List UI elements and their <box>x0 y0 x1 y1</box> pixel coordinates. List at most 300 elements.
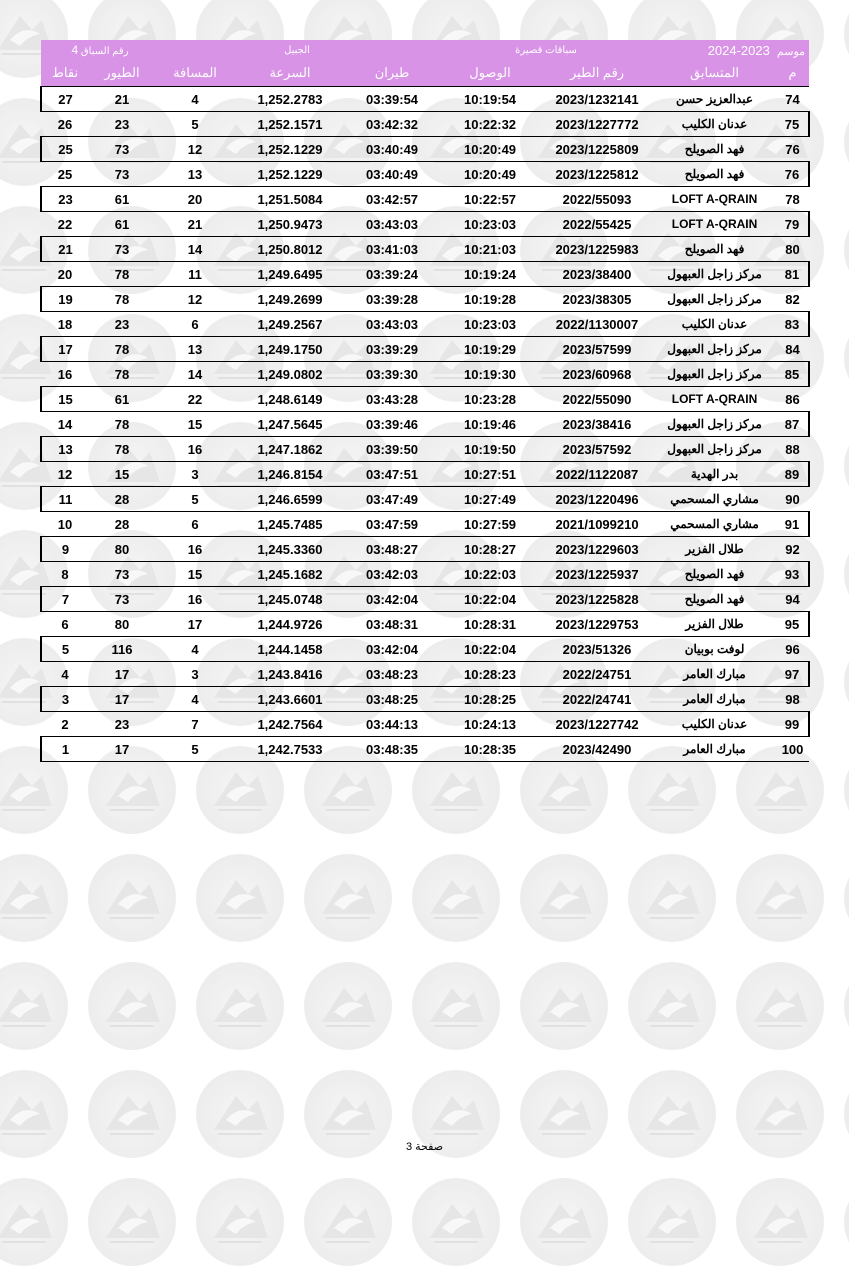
cell-arrival: 10:20:49 <box>439 162 541 187</box>
cell-flight: 03:39:30 <box>345 362 439 387</box>
cell-name: مركز زاجل العبهول <box>653 287 776 312</box>
race-location: الجبيل <box>155 40 439 60</box>
table-row <box>41 162 809 187</box>
cell-arrival: 10:19:28 <box>439 287 541 312</box>
cell-name: مركز زاجل العبهول <box>653 362 776 387</box>
cell-ring: 2023/51326 <box>541 637 653 662</box>
table-row <box>41 487 809 512</box>
cell-speed: 1,252.2783 <box>235 87 345 112</box>
cell-ring: 2023/1225937 <box>541 562 653 587</box>
cell-arrival: 10:28:27 <box>439 537 541 562</box>
cell-name: مركز زاجل العبهول <box>653 337 776 362</box>
cell-ring: 2023/1229603 <box>541 537 653 562</box>
cell-rank: 79 <box>776 212 809 237</box>
cell-birds: 17 <box>89 737 155 762</box>
cell-points: 20 <box>41 262 89 287</box>
watermark-emblem <box>0 1178 68 1266</box>
watermark-emblem <box>736 962 824 1050</box>
cell-speed: 1,243.8416 <box>235 662 345 687</box>
cell-points: 7 <box>41 587 89 612</box>
cell-flight: 03:42:04 <box>345 587 439 612</box>
watermark-emblem <box>304 962 392 1050</box>
cell-distance: 4 <box>155 637 235 662</box>
watermark-emblem <box>520 854 608 942</box>
cell-ring: 2023/38400 <box>541 262 653 287</box>
cell-distance: 16 <box>155 587 235 612</box>
cell-ring: 2023/60968 <box>541 362 653 387</box>
cell-flight: 03:43:28 <box>345 387 439 412</box>
cell-distance: 13 <box>155 162 235 187</box>
cell-name: لوفت بوبيان <box>653 637 776 662</box>
watermark-emblem <box>844 422 849 510</box>
cell-rank: 76 <box>776 162 809 187</box>
col-header-points: نقاط <box>41 60 89 87</box>
cell-points: 13 <box>41 437 89 462</box>
col-header-arrival: الوصول <box>439 60 541 87</box>
cell-birds: 73 <box>89 237 155 262</box>
watermark-emblem <box>0 962 68 1050</box>
race-number <box>41 40 155 60</box>
col-header-ring: رقم الطير <box>541 60 653 87</box>
cell-flight: 03:39:29 <box>345 337 439 362</box>
cell-birds: 61 <box>89 387 155 412</box>
cell-rank: 84 <box>776 337 809 362</box>
cell-distance: 15 <box>155 562 235 587</box>
cell-birds: 23 <box>89 112 155 137</box>
watermark-emblem <box>844 530 849 618</box>
cell-name: مبارك العامر <box>653 737 776 762</box>
cell-flight: 03:48:25 <box>345 687 439 712</box>
table-row <box>41 612 809 637</box>
table-row <box>41 387 809 412</box>
cell-birds: 78 <box>89 362 155 387</box>
cell-ring: 2023/1232141 <box>541 87 653 112</box>
cell-name: مشاري المسحمي <box>653 512 776 537</box>
cell-speed: 1,245.1682 <box>235 562 345 587</box>
watermark-emblem <box>628 1178 716 1266</box>
cell-arrival: 10:22:04 <box>439 637 541 662</box>
cell-speed: 1,251.5084 <box>235 187 345 212</box>
cell-distance: 6 <box>155 312 235 337</box>
cell-points: 15 <box>41 387 89 412</box>
cell-name: فهد الصويلح <box>653 562 776 587</box>
cell-flight: 03:40:49 <box>345 162 439 187</box>
watermark-emblem <box>844 1178 849 1266</box>
cell-birds: 78 <box>89 262 155 287</box>
cell-flight: 03:41:03 <box>345 237 439 262</box>
cell-name: عدنان الكليب <box>653 112 776 137</box>
cell-arrival: 10:27:49 <box>439 487 541 512</box>
cell-speed: 1,249.2699 <box>235 287 345 312</box>
cell-flight: 03:39:24 <box>345 262 439 287</box>
watermark-emblem <box>844 98 849 186</box>
cell-points: 16 <box>41 362 89 387</box>
cell-distance: 5 <box>155 737 235 762</box>
cell-birds: 17 <box>89 687 155 712</box>
cell-flight: 03:39:50 <box>345 437 439 462</box>
watermark-emblem <box>520 1178 608 1266</box>
table-row <box>41 187 809 212</box>
cell-flight: 03:42:04 <box>345 637 439 662</box>
cell-name: LOFT A-QRAIN <box>653 212 776 237</box>
cell-speed: 1,244.1458 <box>235 637 345 662</box>
table-row <box>41 87 809 112</box>
race-number-value: 4 <box>71 43 79 57</box>
column-header-row <box>41 60 809 87</box>
watermark-emblem <box>412 962 500 1050</box>
results-table-container <box>40 40 808 762</box>
cell-points: 22 <box>41 212 89 237</box>
table-row <box>41 462 809 487</box>
cell-name: فهد الصويلح <box>653 587 776 612</box>
cell-name: مشاري المسحمي <box>653 487 776 512</box>
cell-points: 21 <box>41 237 89 262</box>
cell-rank: 88 <box>776 437 809 462</box>
table-row <box>41 737 809 762</box>
cell-rank: 97 <box>776 662 809 687</box>
cell-speed: 1,249.2567 <box>235 312 345 337</box>
cell-ring: 2022/55425 <box>541 212 653 237</box>
cell-rank: 98 <box>776 687 809 712</box>
cell-rank: 78 <box>776 187 809 212</box>
cell-flight: 03:44:13 <box>345 712 439 737</box>
cell-speed: 1,245.7485 <box>235 512 345 537</box>
cell-distance: 15 <box>155 412 235 437</box>
results-table <box>40 40 810 762</box>
cell-flight: 03:42:32 <box>345 112 439 137</box>
cell-birds: 15 <box>89 462 155 487</box>
cell-speed: 1,252.1229 <box>235 162 345 187</box>
cell-distance: 14 <box>155 362 235 387</box>
cell-speed: 1,249.6495 <box>235 262 345 287</box>
table-row <box>41 337 809 362</box>
cell-ring: 2022/55090 <box>541 387 653 412</box>
cell-distance: 16 <box>155 437 235 462</box>
cell-distance: 3 <box>155 662 235 687</box>
cell-points: 27 <box>41 87 89 112</box>
cell-arrival: 10:19:54 <box>439 87 541 112</box>
cell-flight: 03:39:54 <box>345 87 439 112</box>
cell-arrival: 10:28:23 <box>439 662 541 687</box>
cell-arrival: 10:23:28 <box>439 387 541 412</box>
cell-flight: 03:48:27 <box>345 537 439 562</box>
cell-arrival: 10:22:03 <box>439 562 541 587</box>
cell-points: 11 <box>41 487 89 512</box>
cell-speed: 1,250.8012 <box>235 237 345 262</box>
cell-points: 5 <box>41 637 89 662</box>
watermark-emblem <box>412 854 500 942</box>
table-row <box>41 562 809 587</box>
cell-arrival: 10:24:13 <box>439 712 541 737</box>
cell-name: عدنان الكليب <box>653 712 776 737</box>
col-header-rank: م <box>776 60 809 87</box>
season-label: موسم <box>776 45 806 58</box>
cell-birds: 17 <box>89 662 155 687</box>
cell-flight: 03:48:23 <box>345 662 439 687</box>
cell-flight: 03:48:31 <box>345 612 439 637</box>
cell-distance: 21 <box>155 212 235 237</box>
cell-flight: 03:39:28 <box>345 287 439 312</box>
cell-arrival: 10:21:03 <box>439 237 541 262</box>
table-row <box>41 637 809 662</box>
cell-arrival: 10:23:03 <box>439 312 541 337</box>
cell-rank: 76 <box>776 137 809 162</box>
cell-ring: 2023/1225828 <box>541 587 653 612</box>
cell-ring: 2022/24751 <box>541 662 653 687</box>
col-header-speed: السرعة <box>235 60 345 87</box>
cell-arrival: 10:22:32 <box>439 112 541 137</box>
cell-rank: 80 <box>776 237 809 262</box>
cell-distance: 7 <box>155 712 235 737</box>
cell-birds: 78 <box>89 287 155 312</box>
cell-arrival: 10:19:50 <box>439 437 541 462</box>
table-row <box>41 712 809 737</box>
cell-speed: 1,246.6599 <box>235 487 345 512</box>
cell-speed: 1,249.0802 <box>235 362 345 387</box>
cell-flight: 03:42:57 <box>345 187 439 212</box>
col-header-distance: المسافة <box>155 60 235 87</box>
cell-birds: 73 <box>89 162 155 187</box>
cell-name: مركز زاجل العبهول <box>653 437 776 462</box>
table-row <box>41 662 809 687</box>
cell-points: 1 <box>41 737 89 762</box>
cell-name: LOFT A-QRAIN <box>653 187 776 212</box>
cell-points: 3 <box>41 687 89 712</box>
season <box>653 40 809 60</box>
cell-distance: 16 <box>155 537 235 562</box>
cell-distance: 14 <box>155 237 235 262</box>
watermark-emblem <box>844 206 849 294</box>
watermark-emblem <box>844 746 849 834</box>
cell-birds: 21 <box>89 87 155 112</box>
watermark-emblem <box>844 638 849 726</box>
cell-birds: 78 <box>89 437 155 462</box>
cell-points: 14 <box>41 412 89 437</box>
cell-rank: 83 <box>776 312 809 337</box>
cell-points: 4 <box>41 662 89 687</box>
cell-arrival: 10:23:03 <box>439 212 541 237</box>
cell-ring: 2023/42490 <box>541 737 653 762</box>
cell-distance: 22 <box>155 387 235 412</box>
cell-speed: 1,244.9726 <box>235 612 345 637</box>
cell-points: 8 <box>41 562 89 587</box>
cell-ring: 2023/1225983 <box>541 237 653 262</box>
cell-arrival: 10:27:51 <box>439 462 541 487</box>
cell-points: 25 <box>41 162 89 187</box>
cell-name: بدر الهدية <box>653 462 776 487</box>
cell-distance: 11 <box>155 262 235 287</box>
cell-birds: 80 <box>89 537 155 562</box>
watermark-emblem <box>88 1178 176 1266</box>
cell-points: 19 <box>41 287 89 312</box>
cell-birds: 61 <box>89 187 155 212</box>
cell-flight: 03:43:03 <box>345 312 439 337</box>
watermark-emblem <box>736 854 824 942</box>
cell-rank: 93 <box>776 562 809 587</box>
cell-ring: 2023/38305 <box>541 287 653 312</box>
cell-ring: 2022/24741 <box>541 687 653 712</box>
cell-birds: 28 <box>89 512 155 537</box>
cell-ring: 2023/1225812 <box>541 162 653 187</box>
watermark-emblem <box>88 854 176 942</box>
cell-flight: 03:40:49 <box>345 137 439 162</box>
cell-speed: 1,247.1862 <box>235 437 345 462</box>
cell-speed: 1,245.3360 <box>235 537 345 562</box>
cell-distance: 4 <box>155 87 235 112</box>
cell-birds: 23 <box>89 712 155 737</box>
watermark-emblem <box>628 854 716 942</box>
table-row <box>41 687 809 712</box>
cell-rank: 86 <box>776 387 809 412</box>
cell-name: عدنان الكليب <box>653 312 776 337</box>
cell-arrival: 10:19:24 <box>439 262 541 287</box>
cell-points: 18 <box>41 312 89 337</box>
header-info-row <box>41 40 809 60</box>
cell-name: مبارك العامر <box>653 662 776 687</box>
cell-rank: 85 <box>776 362 809 387</box>
cell-arrival: 10:28:31 <box>439 612 541 637</box>
cell-rank: 99 <box>776 712 809 737</box>
cell-rank: 75 <box>776 112 809 137</box>
cell-name: مبارك العامر <box>653 687 776 712</box>
watermark-emblem <box>0 854 68 942</box>
cell-speed: 1,250.9473 <box>235 212 345 237</box>
cell-points: 6 <box>41 612 89 637</box>
cell-rank: 81 <box>776 262 809 287</box>
cell-rank: 91 <box>776 512 809 537</box>
cell-rank: 90 <box>776 487 809 512</box>
table-row <box>41 112 809 137</box>
table-row <box>41 537 809 562</box>
table-row <box>41 212 809 237</box>
cell-name: فهد الصويلح <box>653 137 776 162</box>
cell-arrival: 10:27:59 <box>439 512 541 537</box>
cell-distance: 13 <box>155 337 235 362</box>
cell-speed: 1,248.6149 <box>235 387 345 412</box>
cell-rank: 96 <box>776 637 809 662</box>
cell-points: 26 <box>41 112 89 137</box>
cell-speed: 1,243.6601 <box>235 687 345 712</box>
cell-speed: 1,242.7533 <box>235 737 345 762</box>
cell-birds: 80 <box>89 612 155 637</box>
cell-rank: 87 <box>776 412 809 437</box>
cell-ring: 2023/1227772 <box>541 112 653 137</box>
cell-speed: 1,252.1571 <box>235 112 345 137</box>
cell-distance: 5 <box>155 487 235 512</box>
cell-rank: 92 <box>776 537 809 562</box>
race-type: سباقات قصيرة <box>439 40 653 60</box>
cell-distance: 4 <box>155 687 235 712</box>
table-row <box>41 237 809 262</box>
cell-points: 10 <box>41 512 89 537</box>
table-row <box>41 587 809 612</box>
cell-birds: 78 <box>89 337 155 362</box>
cell-rank: 100 <box>776 737 809 762</box>
watermark-emblem <box>628 962 716 1050</box>
watermark-emblem <box>304 854 392 942</box>
cell-points: 25 <box>41 137 89 162</box>
cell-distance: 5 <box>155 112 235 137</box>
watermark-emblem <box>520 962 608 1050</box>
cell-arrival: 10:20:49 <box>439 137 541 162</box>
cell-flight: 03:47:59 <box>345 512 439 537</box>
table-row <box>41 137 809 162</box>
cell-points: 12 <box>41 462 89 487</box>
cell-points: 2 <box>41 712 89 737</box>
table-row <box>41 287 809 312</box>
cell-name: عبدالعزيز حسن <box>653 87 776 112</box>
cell-arrival: 10:19:30 <box>439 362 541 387</box>
watermark-emblem <box>196 962 284 1050</box>
cell-name: فهد الصويلح <box>653 237 776 262</box>
cell-birds: 23 <box>89 312 155 337</box>
cell-birds: 78 <box>89 412 155 437</box>
cell-ring: 2023/57592 <box>541 437 653 462</box>
cell-birds: 73 <box>89 137 155 162</box>
cell-arrival: 10:22:04 <box>439 587 541 612</box>
watermark-emblem <box>844 962 849 1050</box>
cell-ring: 2022/1122087 <box>541 462 653 487</box>
cell-speed: 1,249.1750 <box>235 337 345 362</box>
cell-speed: 1,242.7564 <box>235 712 345 737</box>
cell-rank: 74 <box>776 87 809 112</box>
col-header-name: المتسابق <box>653 60 776 87</box>
cell-distance: 12 <box>155 287 235 312</box>
watermark-emblem <box>412 1178 500 1266</box>
cell-rank: 95 <box>776 612 809 637</box>
cell-arrival: 10:19:46 <box>439 412 541 437</box>
cell-distance: 20 <box>155 187 235 212</box>
cell-birds: 73 <box>89 562 155 587</box>
cell-name: مركز زاجل العبهول <box>653 412 776 437</box>
cell-flight: 03:47:49 <box>345 487 439 512</box>
table-row <box>41 512 809 537</box>
cell-speed: 1,252.1229 <box>235 137 345 162</box>
cell-distance: 12 <box>155 137 235 162</box>
cell-flight: 03:39:46 <box>345 412 439 437</box>
cell-ring: 2023/38416 <box>541 412 653 437</box>
cell-name: طلال الفزير <box>653 537 776 562</box>
cell-flight: 03:47:51 <box>345 462 439 487</box>
cell-arrival: 10:28:25 <box>439 687 541 712</box>
watermark-emblem <box>844 0 849 78</box>
cell-points: 17 <box>41 337 89 362</box>
cell-ring: 2021/1099210 <box>541 512 653 537</box>
cell-name: طلال الفزير <box>653 612 776 637</box>
cell-birds: 73 <box>89 587 155 612</box>
cell-rank: 89 <box>776 462 809 487</box>
season-year: 2024-2023 <box>707 42 770 58</box>
cell-birds: 116 <box>89 637 155 662</box>
watermark-emblem <box>196 854 284 942</box>
col-header-birds: الطيور <box>89 60 155 87</box>
cell-arrival: 10:22:57 <box>439 187 541 212</box>
cell-arrival: 10:19:29 <box>439 337 541 362</box>
table-row <box>41 362 809 387</box>
table-row <box>41 437 809 462</box>
cell-ring: 2023/1220496 <box>541 487 653 512</box>
cell-ring: 2022/55093 <box>541 187 653 212</box>
cell-ring: 2022/1130007 <box>541 312 653 337</box>
cell-name: LOFT A-QRAIN <box>653 387 776 412</box>
cell-ring: 2023/1227742 <box>541 712 653 737</box>
cell-ring: 2023/1225809 <box>541 137 653 162</box>
cell-birds: 28 <box>89 487 155 512</box>
cell-rank: 94 <box>776 587 809 612</box>
watermark-emblem <box>736 1178 824 1266</box>
col-header-flight: طيران <box>345 60 439 87</box>
watermark-emblem <box>304 1178 392 1266</box>
